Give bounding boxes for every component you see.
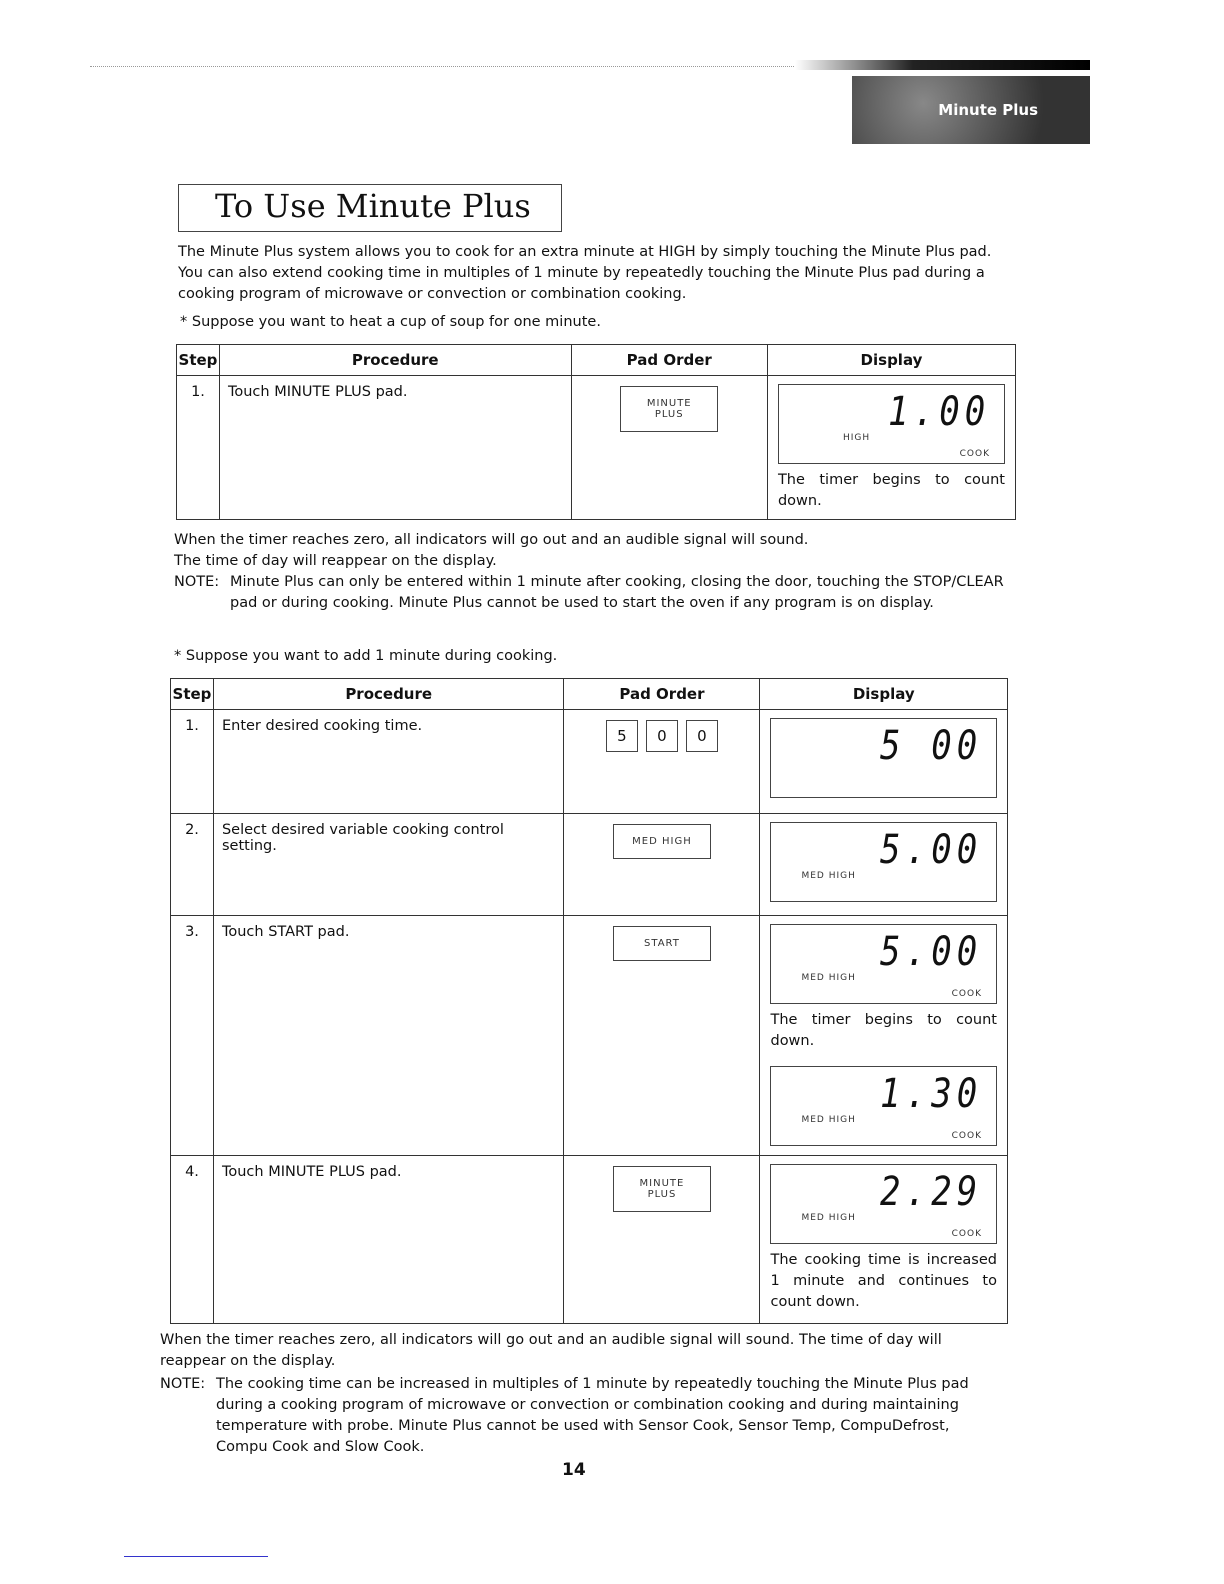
col-procedure: Procedure	[213, 679, 563, 710]
cook-indicator: COOK	[951, 1229, 982, 1239]
procedure-cell: Select desired variable cooking control setting.	[213, 814, 563, 916]
section-tab-label: Minute Plus	[938, 101, 1038, 119]
page-title-box	[178, 184, 562, 232]
note-2-label: NOTE:	[160, 1376, 206, 1392]
after-text-1: When the timer reaches zero, all indicators will go out and an audible signal will sound.	[174, 532, 809, 548]
table-row	[171, 1156, 1008, 1324]
table-row	[171, 814, 1008, 916]
header-rule	[90, 66, 810, 67]
step-number: 4.	[185, 1164, 199, 1180]
intro-paragraph: The Minute Plus system allows you to cook for an extra minute at HIGH by simply touching the Minute Plus pad. You can also extend cooking time in multiples of 1 minute by repeatedly touching the Minute Plus pad during a cooking program of microwave or convection or combination cooking.	[178, 244, 992, 302]
procedure-table-2	[170, 678, 1008, 1324]
pad-cell	[564, 814, 760, 916]
power-indicator: MED HIGH	[801, 1115, 856, 1125]
procedure-cell: Enter desired cooking time.	[213, 710, 563, 814]
lcd-display	[770, 1164, 997, 1244]
header-bar	[795, 60, 1090, 70]
page-number: 14	[562, 1460, 586, 1480]
example-2-heading: * Suppose you want to add 1 minute during cooking.	[174, 648, 558, 664]
display-note: The cooking time is increased 1 minute and continues to count down.	[770, 1252, 997, 1310]
table-row	[171, 916, 1008, 1156]
display-digits: 5 00	[879, 723, 982, 769]
lcd-display	[770, 718, 997, 798]
cook-indicator: COOK	[951, 1131, 982, 1141]
display-digits: 1.00	[887, 389, 990, 435]
example-1-heading: * Suppose you want to heat a cup of soup for one minute.	[180, 314, 601, 330]
display-digits: 1.30	[879, 1071, 982, 1117]
step-cell	[171, 916, 214, 1156]
display-digits: 5.00	[879, 929, 982, 975]
procedure-cell: Touch START pad.	[213, 916, 563, 1156]
col-procedure: Procedure	[219, 345, 571, 376]
note-1-text: Minute Plus can only be entered within 1 minute after cooking, closing the door, touching the STOP/CLEAR pad or during cooking. Minute Plus cannot be used to start the oven if any program is on display.	[230, 574, 1004, 611]
note-2-text: The cooking time can be increased in multiples of 1 minute by repeatedly touching the Minute Plus pad during a cooking program of microwave or convection or combination cooking and during maintaining temperature with probe. Minute Plus cannot be used with Sensor Cook, Sensor Temp, CompuDefrost, Compu Cook and Slow Cook.	[216, 1376, 969, 1455]
page-title: To Use Minute Plus	[215, 187, 531, 225]
after-text-1b: The time of day will reappear on the display.	[174, 553, 497, 569]
power-indicator: HIGH	[842, 433, 871, 443]
minute-plus-pad: MINUTE PLUS	[613, 1166, 711, 1212]
pad-cell	[571, 376, 767, 520]
step-number: 3.	[185, 924, 199, 940]
step-cell	[177, 376, 220, 520]
col-display: Display	[760, 679, 1008, 710]
cook-indicator: COOK	[959, 449, 990, 459]
pad-cell	[564, 916, 760, 1156]
power-indicator: MED HIGH	[801, 871, 856, 881]
table-row	[171, 710, 1008, 814]
procedure-cell: Touch MINUTE PLUS pad.	[213, 1156, 563, 1324]
display-digits: 5.00	[879, 827, 982, 873]
display-digits: 2.29	[879, 1169, 982, 1215]
step-number: 1.	[185, 718, 199, 734]
footer-rule	[124, 1556, 268, 1557]
start-pad: START	[613, 926, 711, 961]
step-number: 2.	[185, 822, 199, 838]
note-1-label: NOTE:	[174, 574, 220, 590]
display-cell	[767, 376, 1015, 520]
after-text-2: When the timer reaches zero, all indicators will go out and an audible signal will sound. The time of day will reappear on the display.	[160, 1332, 942, 1369]
col-step: Step	[171, 679, 214, 710]
display-note: The timer begins to count down.	[770, 1012, 997, 1049]
display-note: The timer begins to count down.	[777, 472, 1005, 509]
col-display: Display	[767, 345, 1015, 376]
col-step: Step	[177, 345, 220, 376]
step-number: 1.	[191, 384, 205, 400]
pad-cell	[564, 710, 760, 814]
col-pad-order: Pad Order	[564, 679, 760, 710]
step-cell	[171, 1156, 214, 1324]
lcd-display	[770, 822, 997, 902]
digit-pad-5: 5	[606, 720, 638, 752]
display-cell	[760, 1156, 1008, 1324]
display-cell	[760, 814, 1008, 916]
power-indicator: MED HIGH	[801, 973, 856, 983]
section-tab	[852, 76, 1090, 144]
procedure-table-1	[176, 344, 1016, 520]
lcd-display	[770, 924, 997, 1004]
digit-pad-0: 0	[646, 720, 678, 752]
procedure-cell: Touch MINUTE PLUS pad.	[219, 376, 571, 520]
power-indicator: MED HIGH	[801, 1213, 856, 1223]
display-cell	[760, 710, 1008, 814]
display-cell	[760, 916, 1008, 1156]
med-high-pad: MED HIGH	[613, 824, 711, 859]
step-cell	[171, 710, 214, 814]
digit-pad-0: 0	[686, 720, 718, 752]
col-pad-order: Pad Order	[571, 345, 767, 376]
cook-indicator: COOK	[951, 989, 982, 999]
lcd-display	[778, 384, 1005, 464]
step-cell	[171, 814, 214, 916]
lcd-display-2	[770, 1066, 997, 1146]
pad-cell	[564, 1156, 760, 1324]
minute-plus-pad: MINUTE PLUS	[620, 386, 718, 432]
